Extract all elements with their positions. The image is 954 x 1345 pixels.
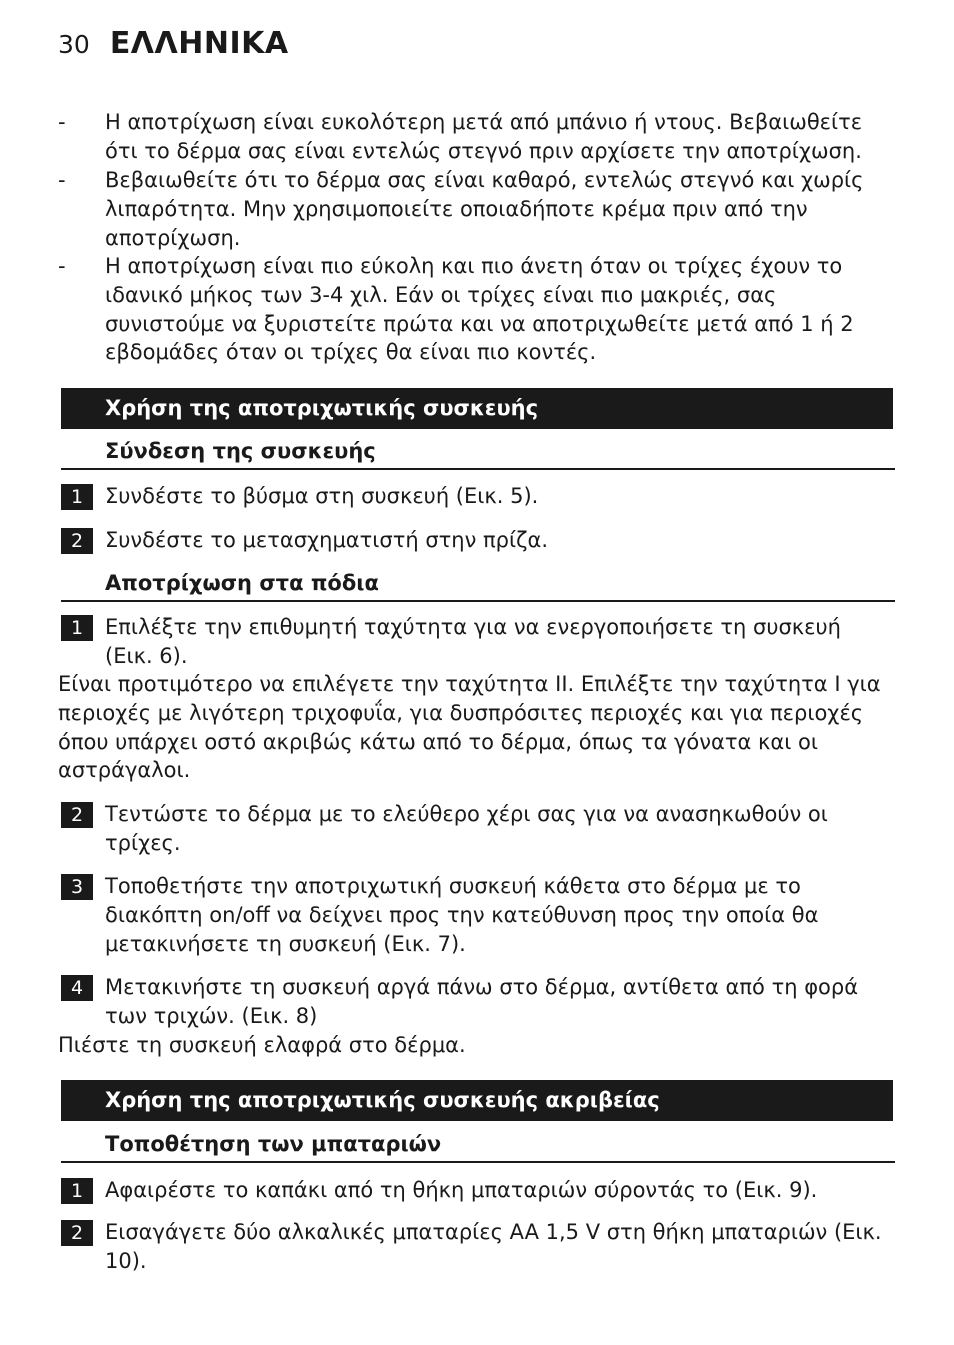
step-number: 2 bbox=[61, 1220, 93, 1246]
note-paragraph: Πιέστε τη συσκευή ελαφρά στο δέρμα. bbox=[58, 1033, 466, 1057]
step-number: 1 bbox=[61, 1178, 93, 1204]
tip-dash: - bbox=[58, 110, 66, 134]
tip-dash: - bbox=[58, 254, 66, 278]
step-text: Μετακινήστε τη συσκευή αργά πάνω στο δέρμα, αντίθετα από τη φορά των τριχών. (Εικ. 8) bbox=[105, 975, 859, 1028]
step-text: Τεντώστε το δέρμα με το ελεύθερο χέρι σας για να ανασηκωθούν οι τρίχες. bbox=[105, 802, 828, 855]
tip-dash: - bbox=[58, 168, 66, 192]
step-text: Τοποθετήστε την αποτριχωτική συσκευή κάθετα στο δέρμα με το διακόπτη on/off να δείχνει προς την κατεύθυνση προς την οποία θα μετακινήσετε τη συσκευή (Εικ. 7). bbox=[105, 874, 819, 956]
note-paragraph: Είναι προτιμότερο να επιλέγετε την ταχύτητα II. Επιλέξτε την ταχύτητα I για περιοχές με λιγότερη τριχοφυΐα, για δυσπρόσιτες περιοχές και για περιοχές όπου υπάρχει οστό ακριβώς κάτω από το δέρμα, όπως τα γόνατα και οι αστράγαλοι. bbox=[58, 672, 881, 783]
language-title: ΕΛΛΗΝΙΚΑ bbox=[109, 26, 289, 61]
step-number: 3 bbox=[61, 874, 93, 900]
step-number: 2 bbox=[61, 528, 93, 554]
step-number: 2 bbox=[61, 802, 93, 828]
step-text: Συνδέστε το βύσμα στη συσκευή (Εικ. 5). bbox=[105, 484, 539, 508]
step-text: Αφαιρέστε το καπάκι από τη θήκη μπαταριών σύροντάς το (Εικ. 9). bbox=[105, 1178, 818, 1202]
tip-text: Η αποτρίχωση είναι πιο εύκολη και πιο άνετη όταν οι τρίχες έχουν το ιδανικό μήκος των 3-4 χιλ. Εάν οι τρίχες είναι πιο μακριές, σας συνιστούμε να ξυριστείτε πρώτα και να αποτριχωθείτε μετά από 1 ή 2 εβδομάδες όταν οι τρίχες θα είναι πιο κοντές. bbox=[105, 254, 854, 365]
step-number: 4 bbox=[61, 975, 93, 1001]
tip-text: Η αποτρίχωση είναι ευκολότερη μετά από μπάνιο ή ντους. Βεβαιωθείτε ότι το δέρμα σας είναι εντελώς στεγνό πριν αρχίσετε την αποτρίχωση. bbox=[105, 110, 863, 163]
step-number: 1 bbox=[61, 484, 93, 510]
subsection-heading-connect: Σύνδεση της συσκευής bbox=[61, 437, 895, 470]
section-title-bar: Χρήση της αποτριχωτικής συσκευής ακριβείας bbox=[61, 1080, 893, 1121]
tip-text: Βεβαιωθείτε ότι το δέρμα σας είναι καθαρό, εντελώς στεγνό και χωρίς λιπαρότητα. Μην χρησιμοποιείτε οποιαδήποτε κρέμα πριν από την αποτρίχωση. bbox=[105, 168, 864, 250]
step-number: 1 bbox=[61, 615, 93, 641]
step-text: Εισαγάγετε δύο αλκαλικές μπαταρίες AA 1,5 V στη θήκη μπαταριών (Εικ. 10). bbox=[105, 1220, 882, 1273]
step-text: Συνδέστε το μετασχηματιστή στην πρίζα. bbox=[105, 528, 549, 552]
subsection-heading-legs: Αποτρίχωση στα πόδια bbox=[61, 569, 895, 602]
subsection-heading-batteries: Τοποθέτηση των μπαταριών bbox=[61, 1130, 895, 1163]
page-number: 30 bbox=[58, 30, 90, 59]
section-title-bar: Χρήση της αποτριχωτικής συσκευής bbox=[61, 388, 893, 429]
page-header bbox=[58, 26, 289, 61]
step-text: Επιλέξτε την επιθυμητή ταχύτητα για να ενεργοποιήσετε τη συσκευή (Εικ. 6). bbox=[105, 615, 841, 668]
